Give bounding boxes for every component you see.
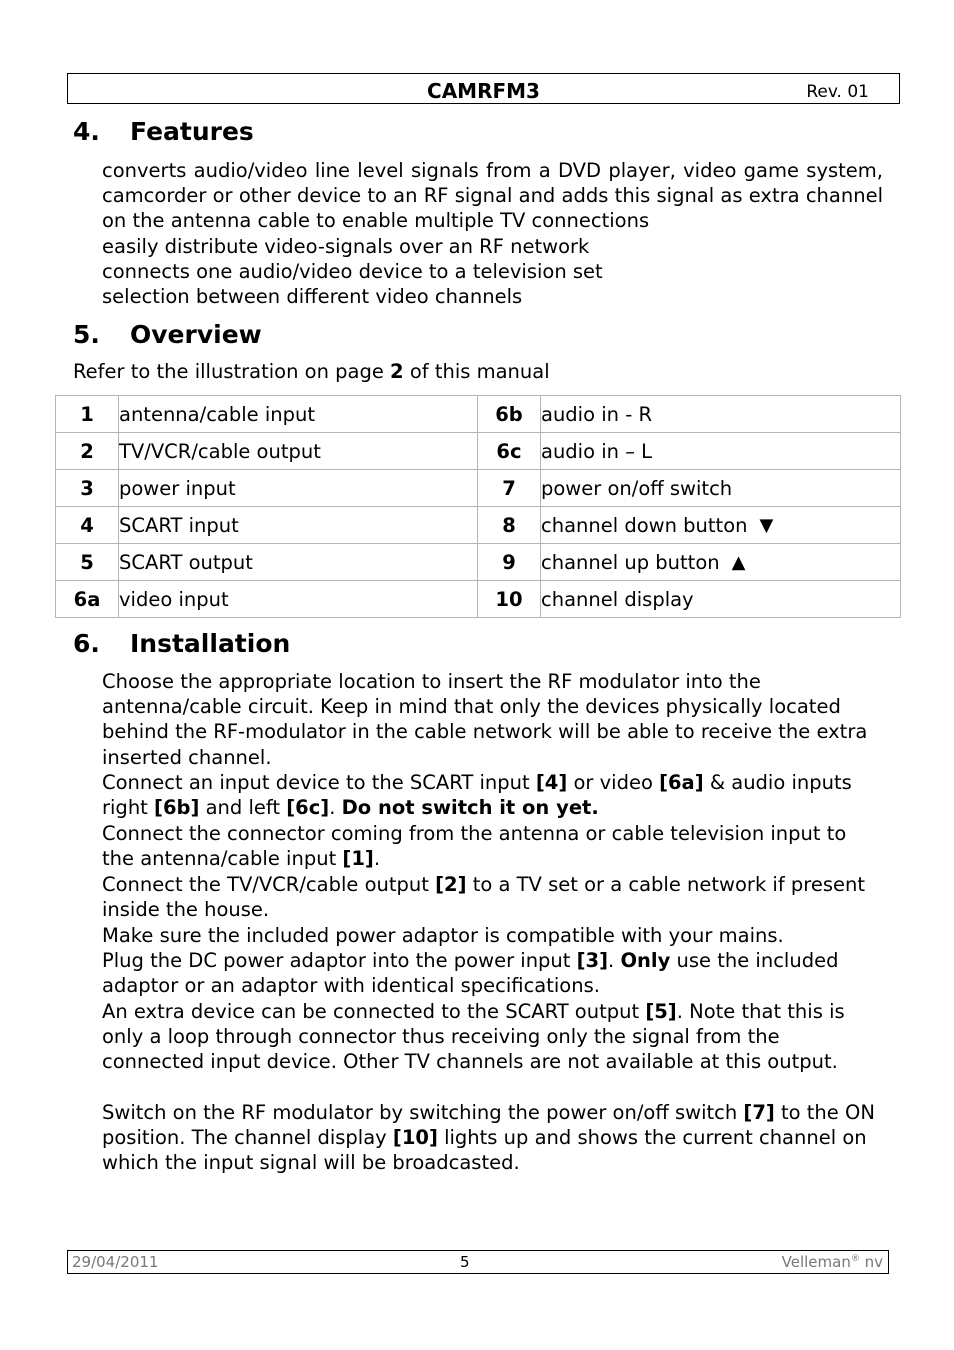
- triangle-down-icon: ▼: [759, 514, 774, 536]
- revision-label: Rev. 01: [806, 82, 869, 102]
- footer-brand: Velleman® nv: [781, 1253, 883, 1271]
- part-label: channel up button: [541, 550, 720, 574]
- part-number: 6c: [478, 433, 541, 470]
- overview-row: [56, 507, 901, 544]
- install-step: Connect the TV/VCR/cable output [2] to a TV set or a cable network if present inside the house.: [102, 873, 866, 922]
- overview-row: [56, 396, 901, 433]
- overview-row: [56, 433, 901, 470]
- overview-row: [56, 581, 901, 618]
- overview-intro: Refer to the illustration on page 2 of this manual: [73, 360, 550, 383]
- feature-item: connects one audio/video device to a television set: [102, 260, 603, 283]
- part-label-cell: [541, 581, 901, 618]
- triangle-up-icon: ▲: [731, 551, 746, 573]
- part-number: 4: [56, 507, 119, 544]
- part-number: 7: [478, 470, 541, 507]
- part-label: video input: [119, 581, 478, 618]
- part-label: channel display: [541, 587, 694, 611]
- page-footer: [67, 1250, 889, 1274]
- part-number: 3: [56, 470, 119, 507]
- overview-row: [56, 470, 901, 507]
- part-number: 8: [478, 507, 541, 544]
- part-number: 9: [478, 544, 541, 581]
- install-step: Plug the DC power adaptor into the power input [3]. Only use the included adaptor or an adaptor with identical specifications.: [102, 949, 839, 998]
- section-overview-heading: 5. Overview: [73, 320, 262, 349]
- part-number: 5: [56, 544, 119, 581]
- section-features-heading: 4. Features: [73, 117, 254, 146]
- part-label: SCART input: [119, 507, 478, 544]
- part-number: 1: [56, 396, 119, 433]
- part-label: antenna/cable input: [119, 396, 478, 433]
- part-label: TV/VCR/cable output: [119, 433, 478, 470]
- part-label: audio in – L: [541, 439, 653, 463]
- install-step: Connect an input device to the SCART input [4] or video [6a] & audio inputs right [6b] and left [6c]. Do not switch it on yet.: [102, 771, 852, 820]
- part-label-cell: [541, 507, 901, 544]
- part-label-cell: [541, 544, 901, 581]
- part-label-cell: [541, 433, 901, 470]
- part-label: SCART output: [119, 544, 478, 581]
- part-number: 6b: [478, 396, 541, 433]
- part-number: 6a: [56, 581, 119, 618]
- install-step: An extra device can be connected to the SCART output [5]. Note that this is only a loop through connector thus receiving only the signal from the connected input device. Other TV channels are not available at this output.: [102, 1000, 845, 1074]
- part-label: audio in - R: [541, 402, 652, 426]
- install-step: Switch on the RF modulator by switching the power on/off switch [7] to the ON position. The channel display [10] lights up and shows the current channel on which the input signal will be broadcasted.: [102, 1101, 875, 1175]
- part-label: channel down button: [541, 513, 748, 537]
- footer-date: 29/04/2011: [72, 1253, 159, 1271]
- part-label: power on/off switch: [541, 476, 733, 500]
- feature-item: easily distribute video-signals over an RF network: [102, 235, 590, 258]
- part-label-cell: [541, 470, 901, 507]
- part-label-cell: [541, 396, 901, 433]
- part-number: 2: [56, 433, 119, 470]
- install-step: Choose the appropriate location to insert the RF modulator into the antenna/cable circuit. Keep in mind that only the devices physically located behind the RF-modulator in the cable network will be able to receive the extra inserted channel.: [102, 670, 868, 769]
- part-number: 10: [478, 581, 541, 618]
- page-number: 5: [460, 1253, 470, 1271]
- page-header: [67, 73, 900, 104]
- install-step: Connect the connector coming from the antenna or cable television input to the antenna/cable input [1].: [102, 822, 847, 871]
- overview-table: [55, 395, 901, 618]
- feature-item: converts audio/video line level signals from a DVD player, video game system, camcorder or other device to an RF signal and adds this signal as extra channel on the antenna cable to enable multiple TV connections: [102, 159, 883, 233]
- install-step: Make sure the included power adaptor is compatible with your mains.: [102, 924, 784, 947]
- feature-item: selection between different video channels: [102, 285, 523, 308]
- model-name: CAMRFM3: [427, 79, 540, 103]
- overview-row: [56, 544, 901, 581]
- section-installation-heading: 6. Installation: [73, 629, 291, 658]
- part-label: power input: [119, 470, 478, 507]
